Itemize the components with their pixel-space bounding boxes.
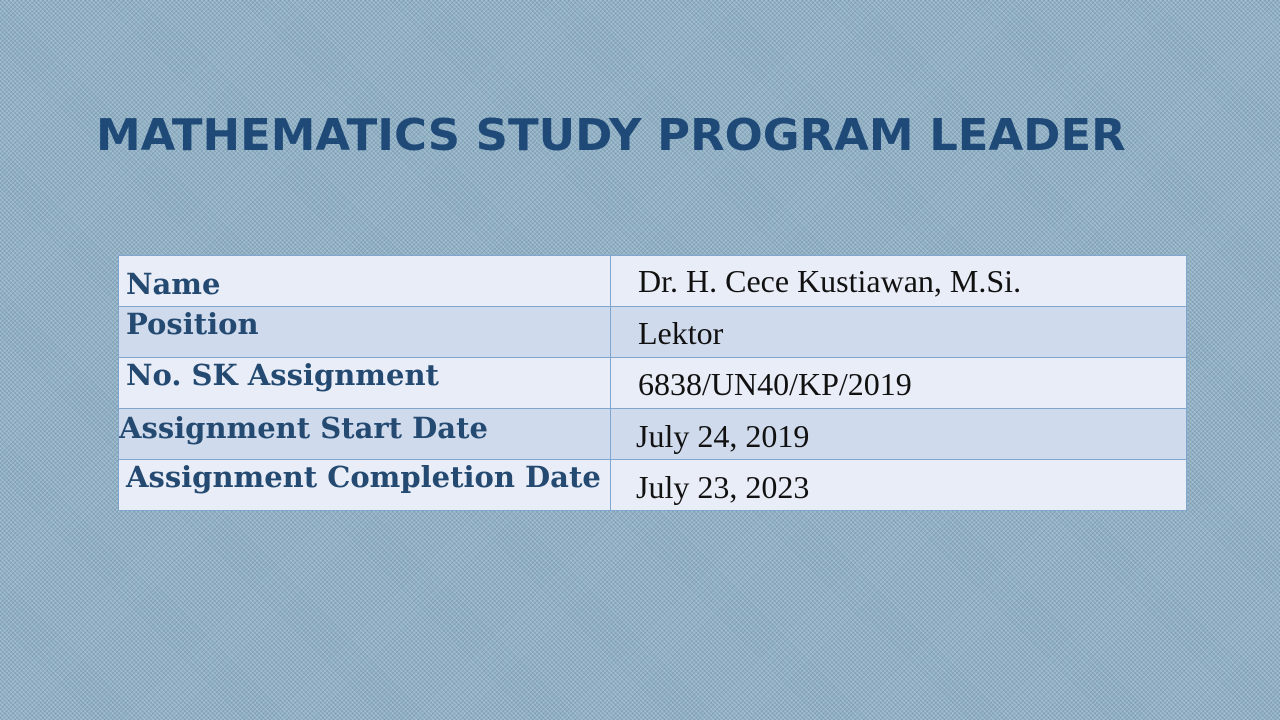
completion-date-value: July 23, 2023 xyxy=(636,469,810,505)
value-cell xyxy=(611,460,1187,511)
position-value: Lektor xyxy=(638,315,724,351)
position-label: Position xyxy=(126,307,259,341)
table-row-name xyxy=(119,256,1187,307)
label-cell xyxy=(119,358,611,409)
leader-info-table xyxy=(118,255,1187,511)
value-cell xyxy=(611,409,1187,460)
slide-title: MATHEMATICS STUDY PROGRAM LEADER xyxy=(96,110,1126,161)
table-row-position xyxy=(119,307,1187,358)
value-cell xyxy=(611,307,1187,358)
label-cell xyxy=(119,460,611,511)
value-cell xyxy=(611,358,1187,409)
label-cell xyxy=(119,307,611,358)
table-row-sk-assignment xyxy=(119,358,1187,409)
completion-date-label: Assignment Completion Date xyxy=(126,460,601,494)
table-row-start-date xyxy=(119,409,1187,460)
start-date-value: July 24, 2019 xyxy=(636,418,810,454)
start-date-label: Assignment Start Date xyxy=(119,411,488,445)
table-row-completion-date xyxy=(119,460,1187,511)
value-cell xyxy=(611,256,1187,307)
label-cell xyxy=(119,256,611,307)
name-value: Dr. H. Cece Kustiawan, M.Si. xyxy=(638,263,1022,299)
sk-assignment-value: 6838/UN40/KP/2019 xyxy=(638,366,912,402)
name-label: Name xyxy=(126,267,221,301)
sk-assignment-label: No. SK Assignment xyxy=(126,358,439,392)
label-cell xyxy=(119,409,611,460)
